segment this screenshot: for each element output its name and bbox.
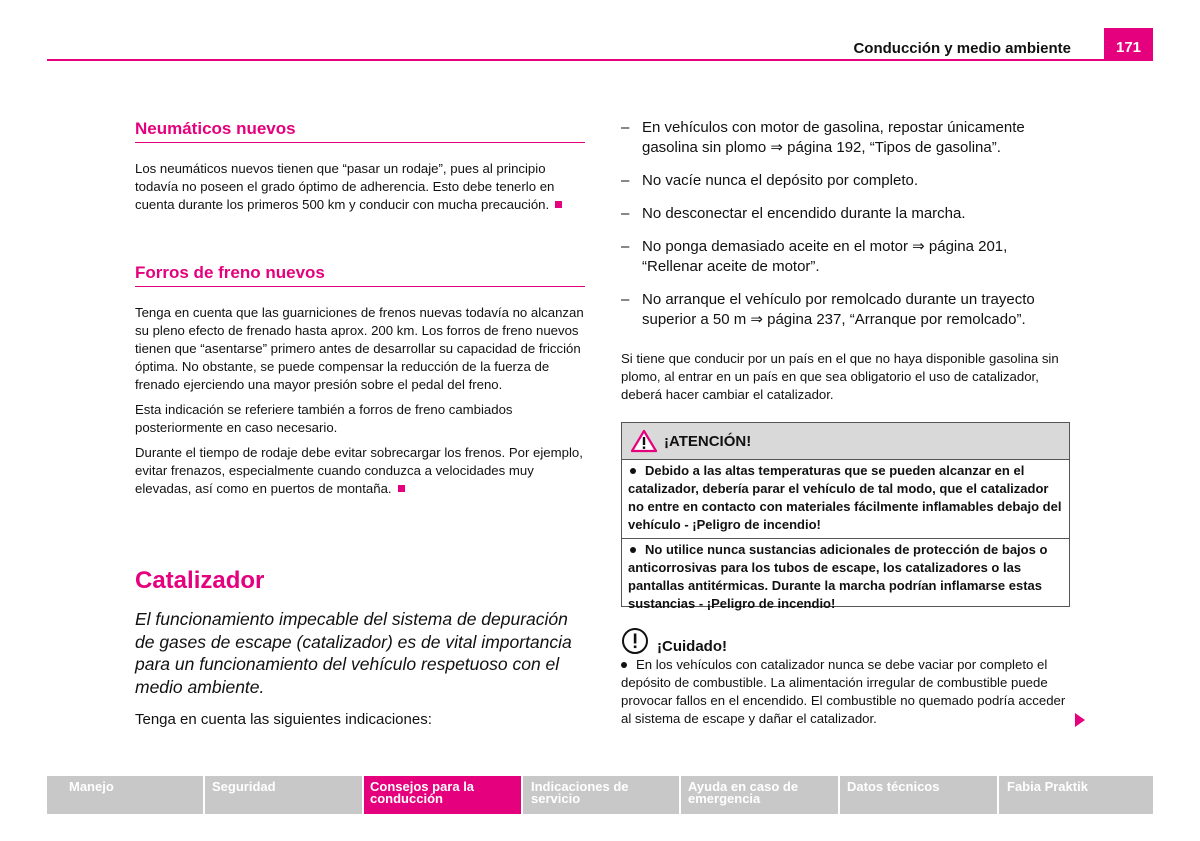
tab-label: Datos técnicos	[847, 779, 940, 794]
tab-label: Manejo	[69, 779, 114, 794]
tab-label: Indicaciones de	[531, 779, 629, 794]
tab-manejo[interactable]	[47, 776, 203, 814]
list-item	[621, 290, 1071, 330]
caution-title: ¡Cuidado!	[657, 637, 727, 655]
warning-header	[622, 423, 1069, 460]
tab-datos-tecnicos[interactable]	[840, 776, 997, 814]
bullet-dash: –	[621, 172, 630, 189]
catalyst-lead-text: El funcionamiento impecable del sistema de depuración de gases de escape (catalizador) es de vital importancia para un funcionamiento del vehículo respetuoso con el medio ambiente.	[135, 609, 572, 697]
header-rule	[47, 59, 1153, 61]
caution-text: En los vehículos con catalizador nunca se debe vaciar por completo el depósito de combustible. La alimentación irregular de combustible puede provocar fallos en el encendido. El combustible no quemado podría acceder al sistema de escape y dañar el catalizador.	[621, 657, 1066, 726]
bullet-dot-icon	[630, 468, 636, 474]
tab-seguridad[interactable]	[205, 776, 362, 814]
warning-item	[628, 462, 1063, 534]
section-end-square-icon	[555, 201, 562, 208]
list-item-text: No vacíe nunca el depósito por completo.	[642, 172, 918, 189]
list-item	[621, 118, 1071, 158]
list-item	[621, 237, 1071, 277]
section-title-new-tyres: Neumáticos nuevos	[135, 119, 585, 143]
tab-label-line2: servicio	[531, 791, 581, 806]
bullet-dash: –	[621, 238, 630, 255]
list-item-text: No ponga demasiado aceite en el motor ⇒ página 201, “Rellenar aceite de motor”.	[642, 238, 1008, 275]
warning-triangle-icon	[630, 429, 658, 453]
brake-pads-paragraph-2: Esta indicación se referiere también a forros de freno cambiados posteriormente en caso necesario.	[135, 402, 513, 435]
chapter-tabs	[47, 776, 1153, 814]
list-item	[621, 204, 1071, 224]
tab-label: Consejos para la	[370, 779, 475, 794]
list-item	[621, 171, 1071, 191]
tab-label: Seguridad	[212, 779, 276, 794]
tab-indicaciones-servicio[interactable]	[523, 776, 679, 814]
bullet-dash: –	[621, 291, 630, 308]
section-title-new-brake-pads: Forros de freno nuevos	[135, 263, 585, 287]
catalyst-bullet-list	[621, 118, 1071, 343]
warning-body	[622, 460, 1069, 613]
section-end-square-icon	[398, 485, 405, 492]
warning-item-text: Debido a las altas temperaturas que se pueden alcanzar en el catalizador, debería parar el vehículo de tal modo, que el catalizador no entre en contacto con materiales fácilmente inflamables debajo del vehículo - ¡Peligro de incendio!	[628, 463, 1062, 532]
bullet-dash: –	[621, 205, 630, 222]
new-tyres-text: Los neumáticos nuevos tienen que “pasar un rodaje”, pues al principio todavía no poseen el grado óptimo de adherencia. Esto debe tenerlo en cuenta durante los primeros 500 km y conducir con mucha precaución.	[135, 161, 555, 212]
tab-consejos-conduccion[interactable]	[364, 776, 521, 814]
section-title-catalyst: Catalizador	[135, 567, 265, 594]
warning-item-text: No utilice nunca sustancias adicionales de protección de bajos o anticorrosivas para los tubos de escape, los catalizadores o las pantallas antitérmicas. Durante la marcha podrían inflamarse estas sustancias - ¡Peligro de incendio!	[628, 542, 1048, 611]
list-item-text: En vehículos con motor de gasolina, repostar únicamente gasolina sin plomo ⇒ página 192, “Tipos de gasolina”.	[642, 119, 1025, 156]
catalyst-intro-text: Tenga en cuenta las siguientes indicaciones:	[135, 711, 432, 728]
caution-box	[621, 627, 1073, 728]
unleaded-note: Si tiene que conducir por un país en el que no haya disponible gasolina sin plomo, al entrar en un país en que sea obligatorio el uso de catalizador, deberá hacer cambiar el catalizador.	[621, 351, 1059, 402]
tab-fabia-praktik[interactable]	[999, 776, 1153, 814]
warning-title: ¡ATENCIÓN!	[664, 432, 752, 450]
section-body-new-tyres	[135, 160, 587, 221]
tab-label-line2: conducción	[370, 791, 443, 806]
section-body-new-brake-pads	[135, 304, 587, 505]
page-number	[1104, 28, 1153, 61]
caution-header	[621, 627, 1073, 655]
next-page-arrow-icon[interactable]	[1075, 713, 1085, 727]
tab-label: Ayuda en caso de	[688, 779, 799, 794]
page-header-title: Conducción y medio ambiente	[853, 40, 1071, 57]
list-item-text: No arranque el vehículo por remolcado durante un trayecto superior a 50 m ⇒ página 237, “Arranque por remolcado”.	[642, 291, 1035, 328]
bullet-dot-icon	[621, 662, 627, 668]
caution-body	[621, 656, 1073, 728]
brake-pads-paragraph-1: Tenga en cuenta que las guarniciones de frenos nuevas todavía no alcanzan su pleno efecto de frenado hasta aprox. 200 km. Los forros de freno nuevos tienen que “asentarse” primero antes de desarrollar su capacidad de fricción óptima. No obstante, se puede compensar la reducción de la fuerza de frenado ejerciendo una mayor presión sobre el pedal del freno.	[135, 305, 584, 392]
bullet-dash: –	[621, 119, 630, 136]
tab-ayuda-emergencia[interactable]	[681, 776, 838, 814]
page-number-text: 171	[1115, 39, 1142, 56]
list-item-text: No desconectar el encendido durante la marcha.	[642, 205, 966, 222]
bullet-dot-icon	[630, 547, 636, 553]
tab-label-line2: emergencia	[688, 791, 761, 806]
brake-pads-paragraph-3: Durante el tiempo de rodaje debe evitar sobrecargar los frenos. Por ejemplo, evitar frenazos, especialmente cuando conduzca a velocidades muy elevadas, así como en puertos de montaña.	[135, 445, 583, 496]
warning-item	[622, 538, 1069, 613]
warning-box	[621, 422, 1070, 611]
tab-label: Fabia Praktik	[1007, 779, 1088, 794]
caution-exclamation-icon	[621, 627, 651, 655]
